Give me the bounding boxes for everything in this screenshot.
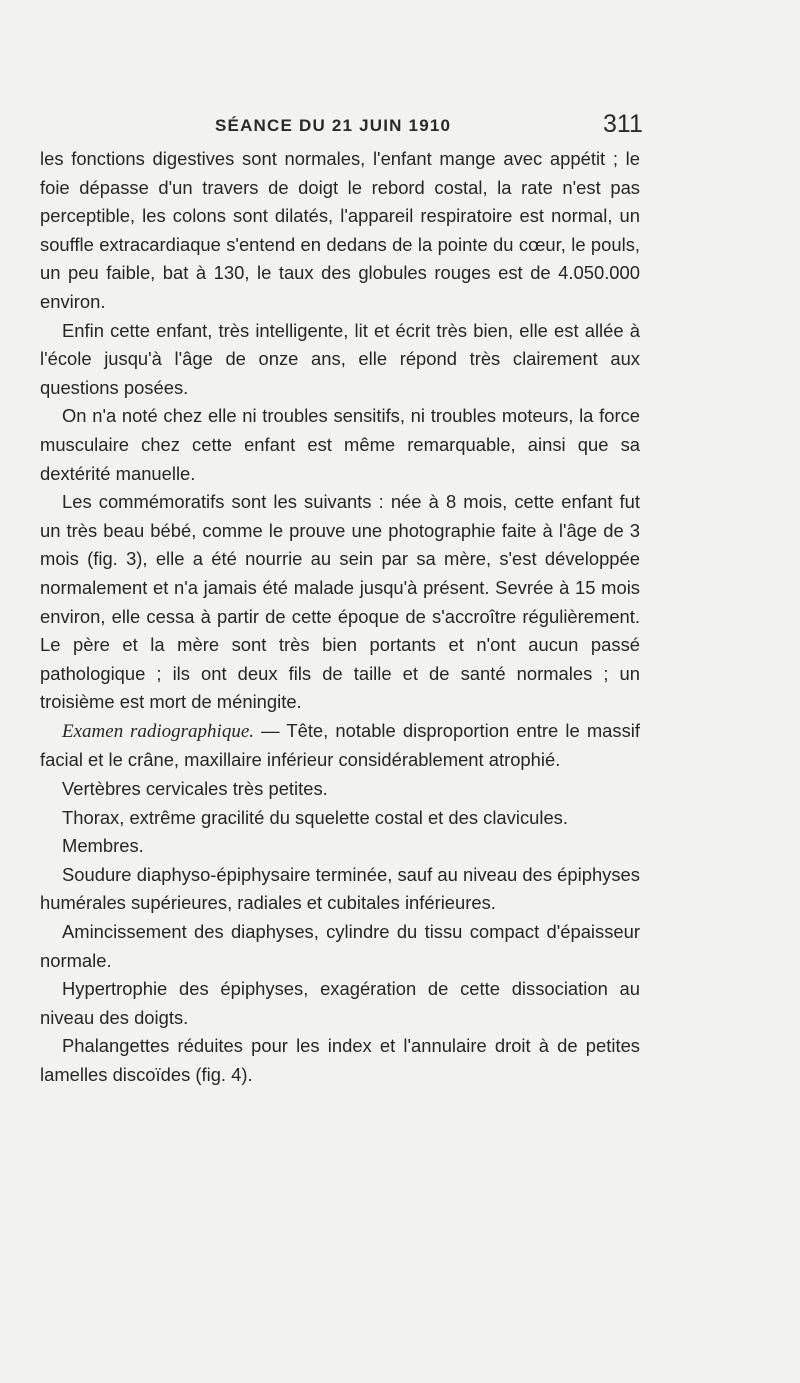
paragraph-12: Phalangettes réduites pour les index et l'annulaire droit à de petites lamelles discoïdes (fig. 4). xyxy=(40,1035,640,1085)
running-title: SÉANCE DU 21 JUIN 1910 xyxy=(215,116,452,135)
page-number: 311 xyxy=(603,110,643,138)
paragraph-11: Hypertrophie des épiphyses, exagération de cette dissociation au niveau des doigts. xyxy=(40,978,640,1028)
section-heading-radiographique: Examen radiographique. xyxy=(62,720,255,742)
paragraph-6: Vertèbres cervicales très petites. xyxy=(62,778,328,800)
paragraph-5 xyxy=(40,717,640,775)
paragraph-3: On n'a noté chez elle ni troubles sensitifs, ni troubles moteurs, la force musculaire chez cette enfant est même remarquable, ainsi que sa dextérité manuelle. xyxy=(40,405,640,484)
paragraph-8: Membres. xyxy=(62,835,144,857)
paragraph-4: Les commémoratifs sont les suivants : née à 8 mois, cette enfant fut un très beau bébé, comme le prouve une photographie faite à l'âge de 3 mois (fig. 3), elle a été nourrie au sein par sa mère, s'est développée normalement et n'a jamais été malade jusqu'à présent. Sevrée à 15 mois environ, elle cessa à partir de cette époque de s'accroître régulièrement. Le père et la mère sont très bien portants et n'ont aucun passé pathologique ; ils ont deux fils de taille et de santé normales ; un troisième est mort de méningite. xyxy=(40,491,640,713)
page-header xyxy=(0,110,800,144)
paragraph-9: Soudure diaphyso-épiphysaire terminée, sauf au niveau des épiphyses humérales supérieures, radiales et cubitales inférieures. xyxy=(40,863,640,914)
paragraph-1: les fonctions digestives sont normales, l'enfant mange avec appétit ; le foie dépasse d'un travers de doigt le rebord costal, la rate n'est pas perceptible, les colons sont dilatés, l'appareil respiratoire est normal, un souffle extracardiaque s'entend en dedans de la pointe du cœur, le pouls, un peu faible, bat à 130, le taux des globules rouges est de 4.050.000 environ. xyxy=(40,148,640,312)
paragraph-7: Thorax, extrême gracilité du squelette costal et des clavicules. xyxy=(62,806,568,828)
paragraph-5-text: — Tête, notable disproportion entre le massif facial et le crâne, maxillaire inférieur considérablement atrophié. xyxy=(40,719,640,771)
body-text xyxy=(40,145,640,1090)
paragraph-10: Amincissement des diaphyses, cylindre du tissu compact d'épaisseur normale. xyxy=(40,921,640,971)
paragraph-2: Enfin cette enfant, très intelligente, lit et écrit très bien, elle est allée à l'école jusqu'à l'âge de onze ans, elle répond très clairement aux questions posées. xyxy=(40,319,640,398)
